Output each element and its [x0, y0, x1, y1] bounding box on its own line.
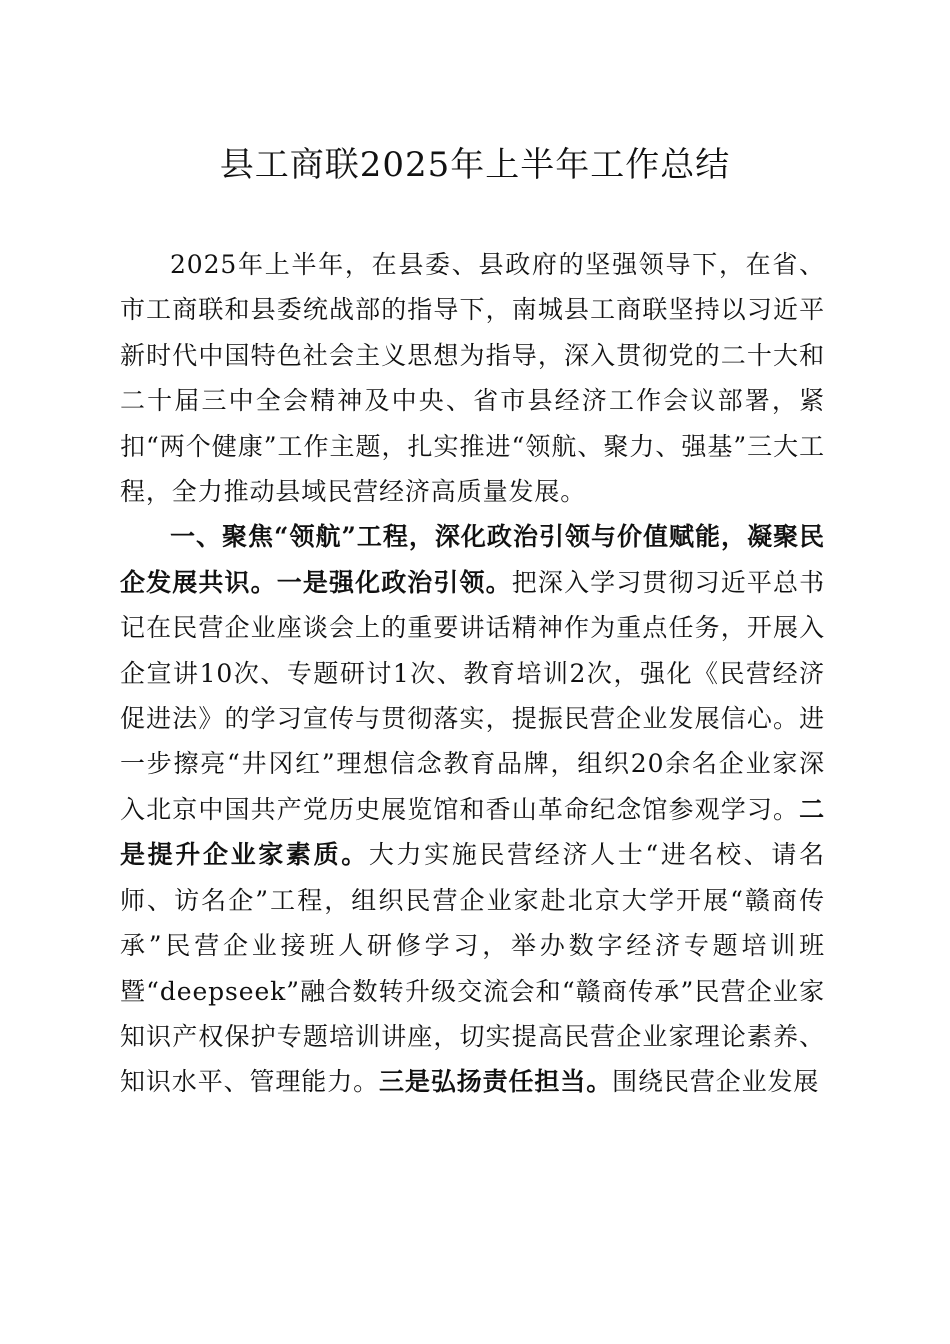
point-1-label: 一是强化政治引领。 — [276, 567, 512, 597]
document-title: 县工商联2025年上半年工作总结 — [219, 145, 731, 185]
point-3-label: 三是弘扬责任担当。 — [379, 1067, 613, 1097]
section-1-paragraph — [120, 514, 825, 1104]
point-3-text: 围绕民营企业发展 — [612, 1067, 820, 1097]
point-1-text: 把深入学习贯彻习近平总书记在民营企业座谈会上的重要讲话精神作为重点任务，开展入企宣讲10次、专题研讨1次、教育培训2次，强化《民营经济促进法》的学习宣传与贯彻落实，提振民营企业发展信心。进一步擦亮“井冈红”理想信念教育品牌，组织20余名企业家深入北京中国共产党历史展览馆和香山革命纪念馆参观学习。 — [120, 567, 825, 824]
point-2-text: 大力实施民营经济人士“进名校、请名师、访名企”工程，组织民营企业家赴北京大学开展“赣商传承”民营企业接班人研修学习，举办数字经济专题培训班暨“deepseek”融合数转升级交流会和“赣商传承”民营企业家知识产权保护专题培训讲座，切实提高民营企业家理论素养、知识水平、管理能力。 — [120, 840, 825, 1097]
document-body — [120, 242, 825, 1105]
point-2-label: 二是提升企业家素质。 — [120, 794, 825, 870]
section-1-heading: 一、聚焦“领航”工程，深化政治引领与价值赋能，凝聚民企发展共识。 — [120, 522, 825, 597]
intro-paragraph: 2025年上半年，在县委、县政府的坚强领导下，在省、市工商联和县委统战部的指导下，南城县工商联坚持以习近平新时代中国特色社会主义思想为指导，深入贯彻党的二十大和二十届三中全会精神及中央、省市县经济工作会议部署，紧扣“两个健康”工作主题，扎实推进“领航、聚力、强基”三大工程，全力推动县域民营经济高质量发展。 — [120, 250, 825, 507]
